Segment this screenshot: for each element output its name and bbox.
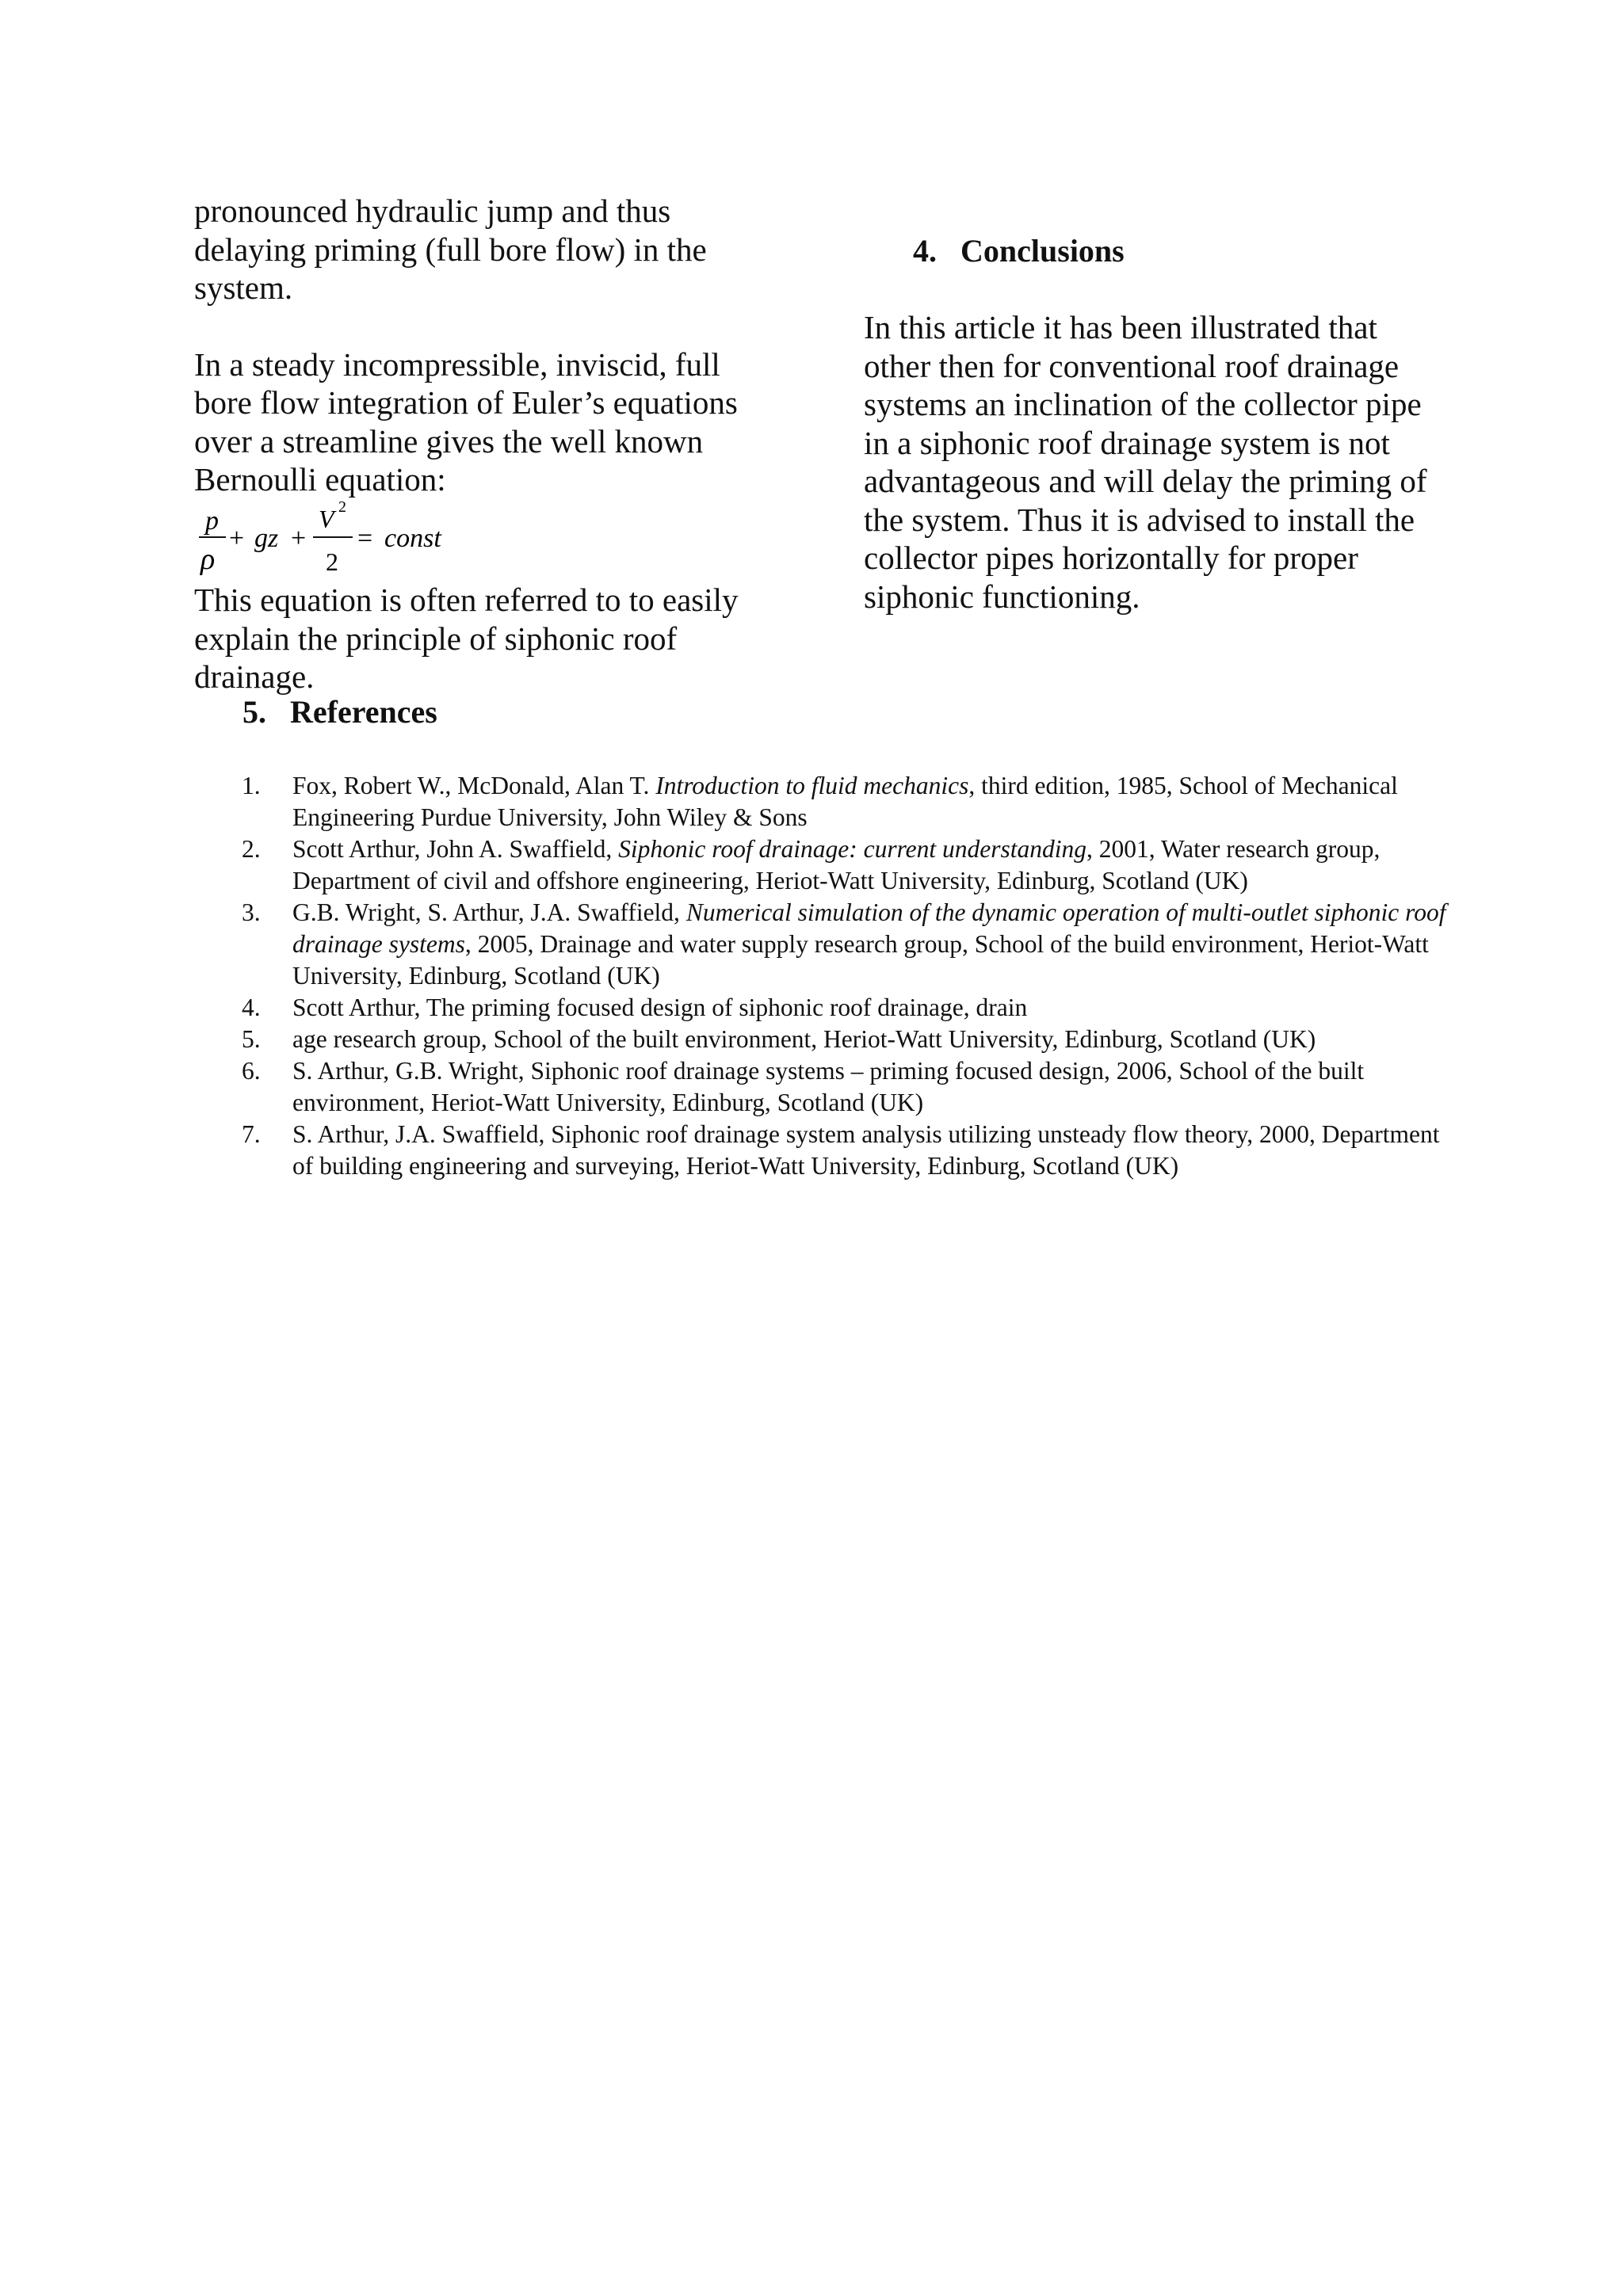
left-column-bottom: [194, 581, 796, 696]
reference-text: Scott Arthur, The priming focused design of siphonic roof drainage, drain: [292, 994, 1028, 1021]
reference-item: [242, 992, 1446, 1024]
reference-text: age research group, School of the built environment, Heriot-Watt University, Edinburg, Scotland (UK): [292, 1025, 1316, 1053]
reference-details: , 2005, Drainage and water supply research group, School of the build environment, Heriot-Watt University, Edinburg, Scotland (UK): [292, 930, 1429, 990]
eq-equals: =: [357, 524, 373, 553]
heading-references: 5. References: [242, 694, 437, 730]
reference-number: 7.: [242, 1120, 261, 1148]
reference-text: S. Arthur, J.A. Swaffield, Siphonic roof drainage system analysis utilizing unsteady flow theory, 2000, Department of building engineering and surveying, Heriot-Watt University, Edinburg, Scotland (UK): [292, 1120, 1440, 1180]
eq-plus-2: +: [291, 524, 307, 553]
eq-exponent: 2: [338, 498, 346, 516]
eq-v: V: [319, 505, 334, 533]
reference-item: [242, 897, 1446, 992]
reference-number: 3.: [242, 898, 261, 926]
reference-number: 5.: [242, 1025, 261, 1053]
paragraph-equation-explanation: This equation is often referred to to easily explain the principle of siphonic roof drainage.: [194, 582, 739, 695]
references-list: [242, 770, 1446, 1182]
reference-number: 6.: [242, 1057, 261, 1085]
reference-item: [242, 1024, 1446, 1055]
reference-details: , 2001, Water research group, Department of civil and offshore engineering, Heriot-Watt University, Edinburg, Scotland (UK): [292, 835, 1381, 894]
reference-item: [242, 1119, 1446, 1182]
reference-title: Numerical simulation of the dynamic operation of multi-outlet siphonic roof drainage systems: [292, 898, 1446, 958]
reference-text: Scott Arthur, John A. Swaffield,: [292, 835, 619, 863]
eq-two: 2: [326, 547, 338, 576]
bernoulli-equation: [194, 498, 479, 585]
eq-const: const: [384, 524, 441, 553]
reference-number: 4.: [242, 994, 261, 1021]
reference-number: 2.: [242, 835, 261, 863]
paragraph-hydraulic-jump: pronounced hydraulic jump and thus delaying priming (full bore flow) in the system.: [194, 193, 707, 306]
eq-rho: ρ: [200, 543, 216, 576]
reference-item: [242, 1055, 1446, 1119]
left-column: [194, 192, 796, 499]
reference-text: G.B. Wright, S. Arthur, J.A. Swaffield,: [292, 898, 686, 926]
eq-plus-1: +: [229, 524, 245, 553]
reference-text: S. Arthur, G.B. Wright, Siphonic roof drainage systems – priming focused design, 2006, School of the built environment, Heriot-Watt University, Edinburg, Scotland (UK): [292, 1057, 1365, 1116]
right-column: [864, 308, 1450, 616]
reference-item: [242, 770, 1446, 833]
heading-conclusions: 4. Conclusions: [913, 233, 1125, 269]
reference-title: Introduction to fluid mechanics: [655, 772, 969, 799]
paragraph-conclusions: In this article it has been illustrated that other then for conventional roof drainage systems an inclination of the collector pipe in a siphonic roof drainage system is not advantageous and will delay the priming of the system. Thus it is advised to install the collector pipes horizontally for proper siphonic functioning.: [864, 309, 1427, 615]
reference-number: 1.: [242, 772, 261, 799]
paragraph-bernoulli-intro: In a steady incompressible, inviscid, full bore flow integration of Euler’s equations over a streamline gives the well known Bernoulli equation:: [194, 345, 738, 498]
reference-details: , third edition, 1985, School of Mechanical Engineering Purdue University, John Wiley & Sons: [292, 772, 1398, 831]
reference-item: [242, 833, 1446, 897]
reference-text: Fox, Robert W., McDonald, Alan T.: [292, 772, 656, 799]
eq-p: p: [205, 506, 219, 536]
reference-title: Siphonic roof drainage: current understanding: [618, 835, 1087, 863]
eq-gz: gz: [254, 524, 279, 553]
